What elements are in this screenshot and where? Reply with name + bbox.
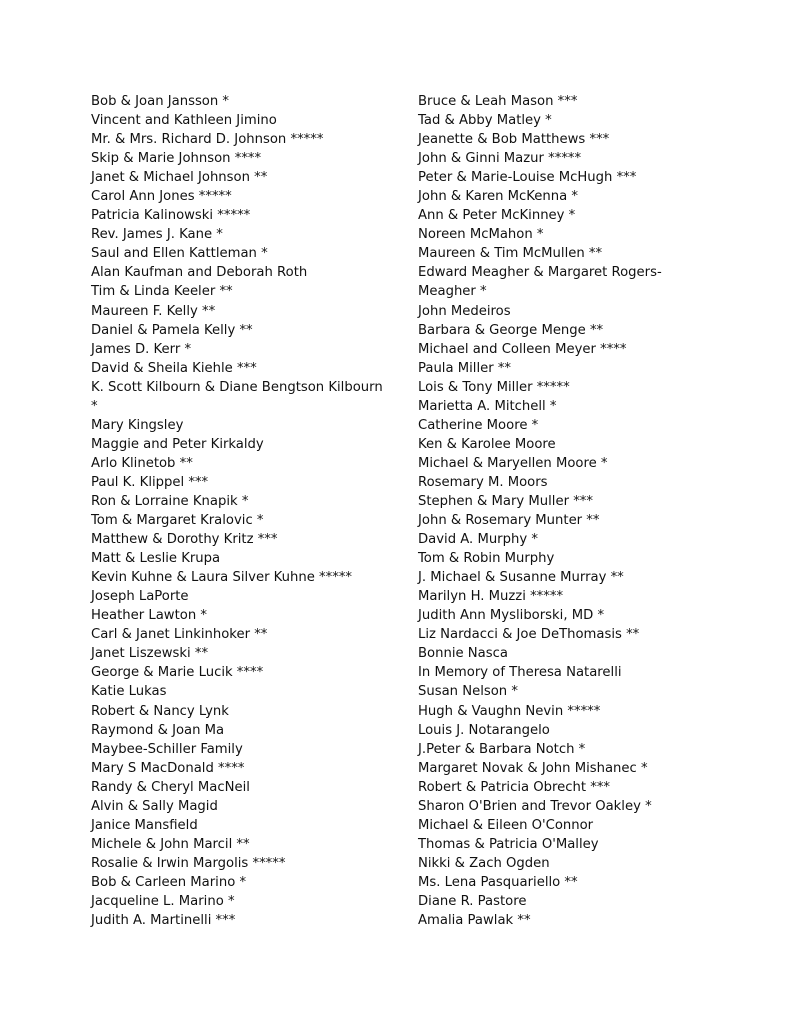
donor-entry: Janice Mansfield	[91, 817, 198, 833]
donor-entry: Edward Meagher & Margaret Rogers-	[418, 265, 662, 281]
donor-entry: Maureen F. Kelly **	[91, 303, 216, 319]
donor-entry: Susan Nelson *	[418, 684, 518, 700]
donor-entry: Alvin & Sally Magid	[91, 798, 218, 814]
donor-entry: Diane R. Pastore	[418, 893, 527, 909]
donor-entry: Amalia Pawlak **	[418, 913, 531, 929]
donor-entry: Skip & Marie Johnson ****	[91, 151, 262, 167]
donor-entry: Tim & Linda Keeler **	[91, 284, 233, 300]
donor-entry: Sharon O'Brien and Trevor Oakley *	[418, 798, 652, 814]
donor-entry: John & Karen McKenna *	[418, 189, 578, 205]
donor-entry: Patricia Kalinowski *****	[91, 208, 251, 224]
donor-entry: Ann & Peter McKinney *	[418, 208, 576, 224]
donor-entry: Thomas & Patricia O'Malley	[418, 836, 599, 852]
donor-entry: David A. Murphy *	[418, 532, 538, 548]
donor-entry: J. Michael & Susanne Murray **	[418, 570, 624, 586]
donor-entry: Robert & Patricia Obrecht ***	[418, 779, 611, 795]
donor-entry: Meagher *	[418, 284, 487, 300]
donor-entry: Tom & Margaret Kralovic *	[91, 513, 264, 529]
donor-entry: Carl & Janet Linkinhoker **	[91, 627, 268, 643]
donor-entry: Jacqueline L. Marino *	[91, 893, 235, 909]
donor-list-right-column	[418, 92, 718, 930]
donor-entry: Michael & Eileen O'Connor	[418, 817, 594, 833]
donor-entry: Janet Liszewski **	[91, 646, 209, 662]
donor-entry: Bob & Joan Jansson *	[91, 94, 230, 109]
donor-entry: Tom & Robin Murphy	[418, 551, 555, 567]
donor-entry: Margaret Novak & John Mishanec *	[418, 760, 648, 776]
donor-entry: Barbara & George Menge **	[418, 322, 604, 338]
donor-entry: K. Scott Kilbourn & Diane Bengtson Kilbourn	[91, 379, 383, 395]
donor-entry: Ms. Lena Pasquariello **	[418, 874, 578, 890]
donor-entry: Alan Kaufman and Deborah Roth	[91, 265, 308, 281]
donor-entry: Maggie and Peter Kirkaldy	[91, 436, 264, 452]
donor-entry: Judith Ann Mysliborski, MD *	[418, 608, 605, 624]
donor-entry: Ron & Lorraine Knapik *	[91, 493, 249, 509]
donor-entry: Michael & Maryellen Moore *	[418, 455, 608, 471]
donor-entry: Kevin Kuhne & Laura Silver Kuhne *****	[91, 570, 353, 586]
donor-entry: George & Marie Lucik ****	[91, 665, 264, 681]
donor-entry: Saul and Ellen Kattleman *	[91, 246, 268, 262]
donor-entry: Peter & Marie-Louise McHugh ***	[418, 170, 637, 186]
donor-list-left-column	[91, 92, 391, 930]
donor-entry: Paul K. Klippel ***	[91, 474, 209, 490]
donor-entry: Janet & Michael Johnson **	[91, 170, 268, 186]
donor-entry: Paula Miller **	[418, 360, 512, 376]
donor-entry: Mr. & Mrs. Richard D. Johnson *****	[91, 132, 324, 148]
donor-entry: Hugh & Vaughn Nevin *****	[418, 703, 601, 719]
donor-entry: Mary Kingsley	[91, 417, 184, 433]
donor-entry: Randy & Cheryl MacNeil	[91, 779, 250, 795]
donor-entry: Nikki & Zach Ogden	[418, 855, 550, 871]
donor-entry: John Medeiros	[418, 303, 511, 319]
donor-entry: Daniel & Pamela Kelly **	[91, 322, 253, 338]
donor-entry: Tad & Abby Matley *	[418, 113, 552, 129]
donor-entry: Katie Lukas	[91, 684, 167, 700]
donor-entry: Liz Nardacci & Joe DeThomasis **	[418, 627, 640, 643]
donor-entry: Robert & Nancy Lynk	[91, 703, 229, 719]
donor-entry: John & Rosemary Munter **	[418, 513, 600, 529]
donor-entry: *	[91, 398, 98, 414]
donor-entry: Ken & Karolee Moore	[418, 436, 556, 452]
donor-entry: Michele & John Marcil **	[91, 836, 250, 852]
donor-entry: Bonnie Nasca	[418, 646, 508, 662]
donor-entry: Matthew & Dorothy Kritz ***	[91, 532, 278, 548]
donor-entry: Noreen McMahon *	[418, 227, 544, 243]
donor-entry: Bob & Carleen Marino *	[91, 874, 247, 890]
donor-entry: In Memory of Theresa Natarelli	[418, 665, 622, 681]
donor-entry: David & Sheila Kiehle ***	[91, 360, 257, 376]
donor-entry: Rosemary M. Moors	[418, 474, 548, 490]
donor-entry: Maureen & Tim McMullen **	[418, 246, 603, 262]
donor-entry: Raymond & Joan Ma	[91, 722, 225, 738]
donor-entry: Judith A. Martinelli ***	[91, 913, 236, 929]
donor-entry: Lois & Tony Miller *****	[418, 379, 570, 395]
donor-entry: Carol Ann Jones *****	[91, 189, 232, 205]
donor-entry: Arlo Klinetob **	[91, 455, 193, 471]
donor-entry: Catherine Moore *	[418, 417, 539, 433]
donor-entry: Rev. James J. Kane *	[91, 227, 223, 243]
donor-entry: Matt & Leslie Krupa	[91, 551, 221, 567]
donor-entry: Mary S MacDonald ****	[91, 760, 245, 776]
donor-entry: Marilyn H. Muzzi *****	[418, 589, 564, 605]
donor-entry: John & Ginni Mazur *****	[418, 151, 582, 167]
donor-entry: J.Peter & Barbara Notch *	[418, 741, 586, 757]
donor-entry: James D. Kerr *	[91, 341, 192, 357]
donor-entry: Joseph LaPorte	[91, 589, 189, 605]
donor-entry: Heather Lawton *	[91, 608, 207, 624]
donor-entry: Rosalie & Irwin Margolis *****	[91, 855, 286, 871]
donor-entry: Jeanette & Bob Matthews ***	[418, 132, 610, 148]
donor-entry: Michael and Colleen Meyer ****	[418, 341, 627, 357]
donor-entry: Bruce & Leah Mason ***	[418, 94, 578, 109]
donor-entry: Stephen & Mary Muller ***	[418, 493, 593, 509]
donor-entry: Maybee-Schiller Family	[91, 741, 243, 757]
donor-entry: Marietta A. Mitchell *	[418, 398, 557, 414]
donor-entry: Vincent and Kathleen Jimino	[91, 113, 277, 129]
donor-entry: Louis J. Notarangelo	[418, 722, 550, 738]
